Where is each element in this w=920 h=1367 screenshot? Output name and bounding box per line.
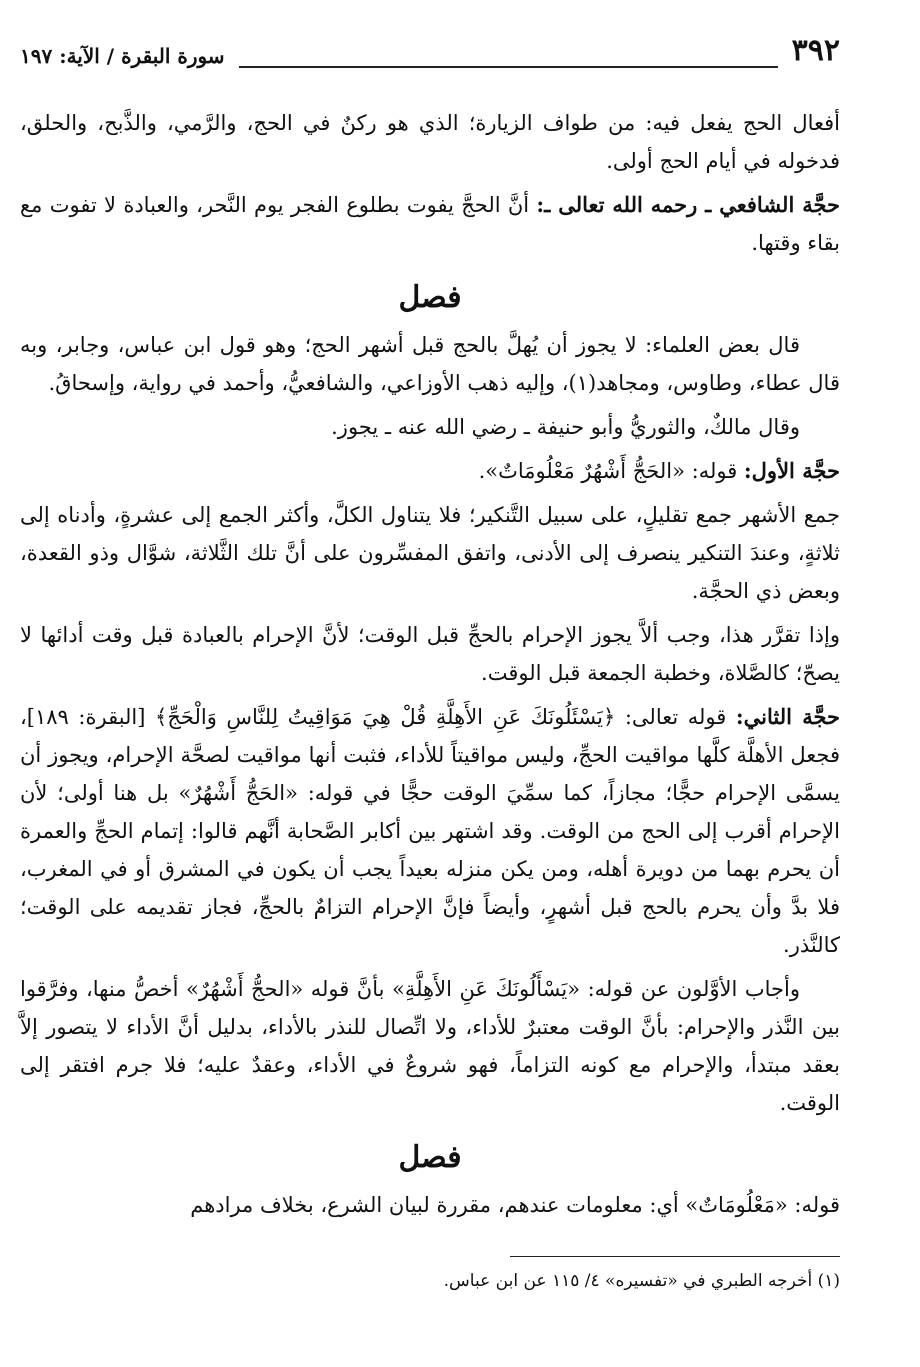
page-body: [20, 104, 840, 1224]
paragraph: أفعال الحج يفعل فيه: من طواف الزيارة؛ الذي هو ركنٌ في الحج، والرَّمي، والذَّبح، والحلق، فدخوله في أيام الحج أولى.: [20, 111, 840, 173]
paragraph-text: أنَّ الحجَّ يفوت بطلوع الفجر يوم النَّحر، والعبادة لا تفوت مع بقاء وقتها.: [20, 193, 840, 255]
section-heading: فصل: [398, 280, 462, 315]
paragraph: وقال مالكٌ، والثوريُّ وأبو حنيفة ـ رضي الله عنه ـ يجوز.: [331, 415, 800, 439]
paragraph: وأجاب الأوَّلون عن قوله: «يَسْأَلُونَكَ عَنِ الأَهِلَّةِ» بأنَّ قوله «الحجُّ أَشْهُرٌ» أخصُّ منها، وفرَّقوا بين النَّذر والإحرام: بأنَّ الوقت معتبرٌ للأداء، ولا اتِّصال للنذر بالأداء، بدليل أنَّ الأداء لا يتصور إلاَّ بعقد مبتدأ، والإحرام مع كونه التزاماً، فهو شروعٌ في الأداء، وعقدٌ عليه؛ فلا جرم افتقر إلى الوقت.: [20, 977, 840, 1115]
page-header: [20, 28, 840, 68]
page: [20, 28, 840, 1295]
paragraph: وإذا تقرَّر هذا، وجب ألاَّ يجوز الإحرام بالحجِّ قبل الوقت؛ لأنَّ الإحرام بالعبادة قبل وقت أدائها لا يصحّ؛ كالصَّلاة، وخطبة الجمعة قبل الوقت.: [20, 623, 840, 685]
footnote: (١) أخرجه الطبري في «تفسيره» ٤/ ١١٥ عن ابن عباس.: [443, 1271, 840, 1291]
paragraph-lead: حجَّة الشافعي ـ رحمه الله تعالى ـ:: [536, 192, 840, 217]
paragraph: [20, 186, 840, 262]
paragraph: [20, 452, 840, 490]
paragraph-text: قوله تعالى: ﴿يَسْئَلُونَكَ عَنِ الأَهِلَّةِ قُلْ هِيَ مَوَاقِيتُ لِلنَّاسِ وَالْحَجِّ﴾ [البقرة: ١٨٩]، فجعل الأهلَّة كلَّها مواقيت الحجِّ، وليس مواقيتاً للأداء، فثبت أنها مواقيت لصحَّة الإحرام، ويجوز أن يسمَّى الإحرام حجًّا؛ مجازاً، كما سمِّيَ الوقت حجًّا في قوله: «الحَجُّ أَشْهُرٌ» بل هنا أولى؛ لأن الإحرام أقرب إلى الحج من الوقت. وقد اشتهر بين أكابر الصَّحابة أنَّهم قالوا: إتمام الحجِّ والعمرة أن يحرم بهما من دويرة أهله، ومن يكن منزله بعيداً يجب أن يكون في المشرق أو في المغرب، فلا بدَّ وأن يحرم بالحج قبل أشهرٍ، وأيضاً فإنَّ الإحرام التزامٌ بالحجِّ، فجاز تقديمه على الوقت؛ كالنَّذر.: [20, 705, 840, 957]
header-rule: [239, 44, 778, 68]
section-heading: فصل: [398, 1140, 462, 1175]
paragraph-lead: حجَّة الثاني:: [735, 704, 840, 729]
paragraph-text: قوله: «الحَجُّ أَشْهُرٌ مَعْلُومَاتٌ».: [478, 459, 744, 483]
page-number: ٣٩٢: [791, 33, 840, 68]
surah-reference: سورة البقرة / الآية: ١٩٧: [20, 44, 225, 68]
paragraph: جمع الأشهر جمع تقليلٍ، على سبيل التَّنكير؛ فلا يتناول الكلَّ، وأكثر الجمع إلى عشرةٍ، وأدناه إلى ثلاثةٍ، وعندَ التنكير ينصرف إلى الأدنى، واتفق المفسِّرون على أنَّ تلك الثَّلاثة، شوَّال وذو القعدة، وبعض ذي الحجَّة.: [20, 503, 840, 603]
paragraph-lead: حجَّة الأول:: [743, 458, 840, 483]
paragraph: [20, 698, 840, 964]
footnote-rule: [510, 1256, 840, 1257]
paragraph: قوله: «مَعْلُومَاتٌ» أي: معلومات عندهم، مقررة لبيان الشرع، بخلاف مرادهم: [190, 1193, 840, 1217]
paragraph: قال بعض العلماء: لا يجوز أن يُهلَّ بالحج قبل أشهر الحج؛ وهو قول ابن عباس، وجابر، وبه قال عطاء، وطاوس، ومجاهد(١)، وإليه ذهب الأوزاعي، والشافعيُّ، وأحمد في رواية، وإسحاقُ.: [20, 333, 840, 395]
